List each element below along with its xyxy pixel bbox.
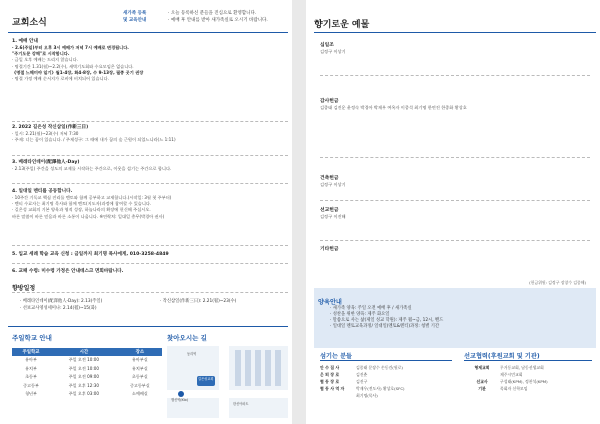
offering-name: 십일조 [320,43,334,48]
table-cell: 중고등부 [23,382,39,388]
location-map [167,346,288,418]
table-cell: 주일 오전 10:00 [68,365,99,371]
list-item: · 말씀으로 사는 삶(제일 성교 학원): 제주 월~금, 12시, 밴드 [330,318,444,324]
notice-head: 1. 예배 안내 [12,39,38,44]
table-cell: 청년부 [25,391,37,397]
table-row [12,365,162,374]
role-label [320,392,356,399]
divider [320,240,590,241]
notice-head: 2. 2022 길은성 작신삼일(作新三日) [12,125,89,130]
divider [12,245,288,246]
notice-line: · 10주간 기독교 핵심 진리를 멘토와 함께 공부하고 교제합니다.(시작일: 3월 첫 주부터) [12,195,172,200]
church-school-title: 주일학교 안내 [12,334,52,342]
role-names: 박재우(전도사) 황상호(SFC) [356,386,405,391]
notice-line: · 멘티 수료자는 최기명 목사와 함께 멘토(지도자)과정에 참여할 수 있습니다. [12,201,152,207]
notice-head: 4. 일대일 멘티를 공동합니다. [12,189,73,194]
table-row [12,373,162,382]
map-label: 한신아파트 [233,402,249,406]
notice-item-1 [12,38,288,82]
notice-head: 6. 교패 수령: 미수령 가정은 안내데스크 면회바랍니다. [12,269,124,274]
notice-line: 바른 말씀이 바른 믿음과 바른 소통이 나옵니다. ※연락처: 일대일 총무(박경아 권사) [12,213,165,219]
table-header: 주일학교 [12,348,50,356]
offering-thanks [320,98,590,158]
divider [320,75,590,76]
map-label: 동리역 [187,352,197,356]
table-cell: 중고등부실 [129,382,150,388]
offering-list: 김종태 김진운 윤정숙 박경아 박재우 여옥자 이종석 최기명 한연진 한종화 황상호 [320,105,467,110]
offerings-title: 향기로운 예물 [314,20,370,30]
notice-line: · 금일 오후 예배는 드리지 않습니다. [12,57,78,63]
supporters-title: 선교협력(후원교회 및 기관) [464,353,540,360]
map-title: 찾아오시는 길 [167,334,207,342]
table-cell: 주일 오후 12:30 [68,382,99,388]
list-item [464,371,548,378]
notice-line: · 명절 가정 예배 순서지가 로비에 비치되어 있습니다. [12,76,109,82]
offering-mission [320,207,590,241]
org-type: 선교사 [476,379,488,384]
table-cell: 유치부실 [131,365,148,371]
divider [12,183,288,184]
schedule-line: · 선보교사영성세미나: 2.14(월)~15(화) [20,306,97,311]
offering-tithe [320,42,590,76]
nurture-title: 양육안내 [318,299,342,306]
page-gutter [292,0,306,424]
right-page [306,0,600,424]
notice-line: 《명절 느헤미야 일기》월1-4장, 화4-8장, 수 9-13장, 필종 곳기 권장 [12,69,144,75]
divider [12,263,288,264]
divider [12,121,288,122]
list-item [320,371,405,378]
table-cell: 유치부 [25,365,37,371]
org-type [464,371,500,378]
divider [320,200,590,201]
newcomer-line-2: · 예배 후 안내를 받아 새가족실로 오시기 바랍니다. [168,17,268,23]
role-label: 안 수 집 사 [320,365,340,370]
church-news-title: 교회소식 [12,18,47,28]
servants-list [320,364,405,399]
schedule-box [12,292,288,320]
table-cell: 유아부실 [131,357,148,363]
offering-list: 김정구 이상기 [320,49,346,54]
header-rule [314,32,596,33]
list-item [464,385,548,392]
org-names: 구성태(KPM), 정찬석(KPM) [500,379,548,384]
offering-name: 감사헌금 [320,99,339,104]
offering-name: 건축헌금 [320,176,339,181]
map-church-label: 길은성교회 [198,377,214,381]
table-row [12,390,162,399]
org-names: 제주시민교회 [500,372,523,377]
org-type: 형제교회 [474,365,490,370]
table-cell: 유아부 [25,357,37,363]
header-rule [8,32,288,33]
notice-line: · 명절기간 1.31(월)~2.2(수), 새벽기도회와 수요모임은 없습니다. [12,63,134,69]
servants-title: 섬기는 분들 [320,353,353,360]
church-news-header [8,8,292,30]
role-names: 최기명(목사) [356,393,378,398]
notice-line: · 주제: 너는 꿈이 있습니다. / 주제성구: 그 때에 내가 꿈의 숲 근원이 되었느니라(느 1:11) [12,137,176,143]
nurture-list [330,306,443,330]
map-station-label: 행신역(Ktx) [171,398,188,402]
notice-item-2 [12,124,288,143]
notice-item-5 [12,251,288,258]
offering-committee-note: (헌금위원: 김정구 장창수 김종해) [529,280,586,285]
table-cell: 초등부 [25,374,37,380]
notice-head: 3. 베레타인데이(配澤他人-Day) [12,160,80,165]
notice-line: · 2.6(주일)부터 오후 3시 예배가 저녁 7시 예배로 변경됩니다. [12,45,129,50]
role-label: 협 동 사 역 자 [320,386,345,391]
section-rule [320,360,452,361]
map-graphic [167,346,288,418]
list-item [320,392,405,399]
list-item: · 일대일 멘토교육과정/ 일대일(멘토&멘티)과정: 청별 기간 [330,324,440,330]
offering-list: 김정구 이상기 [320,182,346,187]
table-header: 장소 [118,348,162,356]
offering-building [320,175,590,201]
newcomer-label-1: 새가족 등록 [123,11,147,16]
notice-item-4 [12,188,288,220]
org-names: 목회자 신학모임 [500,386,528,391]
notice-line: "주기도문 강해"로 시작합니다. [12,51,70,57]
list-item [320,364,405,371]
newcomer-label-2: 및 교육안내 [123,17,147,23]
table-cell: 주일 오후 03:00 [68,391,99,397]
section-rule [8,326,288,327]
divider [12,155,288,156]
newcomer-line-1: · 오늘 등록하신 분들을 진심으로 환영합니다. [168,11,257,16]
church-school-table [12,348,162,399]
notice-line: · 일시: 2.21(월)~23(수) 저녁 7:30 [12,131,79,136]
schedule-line: · 베레타인데이(配澤他人-Day): 2.13(주일) [20,299,103,304]
supporters-list [464,364,548,392]
notice-item-3 [12,159,288,172]
schedule-line: · 작신삼일(作新三日): 2.21(월)~23(수) [160,299,237,304]
notice-item-6 [12,268,288,275]
offering-list: 김정구 이진해 [320,214,346,219]
list-item: · 성찬을 위한 양육: 제주 화요일 [330,312,390,318]
schedule-title: 향방일정 [12,285,36,292]
role-label: 협 동 장 로 [320,379,340,384]
notice-line: · 길은성 교회의 기본 양육과 영적 성장, 하늘나라의 확장에 헌신해 주십시오. [12,207,151,213]
notice-line: · 2.13(주일) 주간을 성도의 교제를 시작하는 주간으로, 이웃을 섬기는 주간으로 합니다. [12,166,172,171]
table-cell: 초등부실 [131,374,148,380]
offering-name: 기타헌금 [320,247,339,252]
offering-name: 선교헌금 [320,208,339,213]
table-row [12,356,162,365]
role-names: 김종태 문장수 손동건(원로) [356,365,403,370]
org-type: 기관 [478,386,486,391]
list-item [464,378,548,385]
role-label: 은 퇴 장 로 [320,372,340,377]
table-row [12,382,162,391]
list-item [320,385,405,392]
org-names: 무거동교회, 남동선생교회 [500,365,544,370]
role-names: 김진구 [356,379,368,384]
list-item [320,378,405,385]
newcomer-box [123,11,268,24]
left-page [0,0,292,424]
notice-head: 5. 입교 세례 학습 교육 신청 : 금일까지 최기명 목사에게, 010-3258-4849 [12,252,169,257]
section-rule [464,360,592,361]
table-cell: 주일 오전 09:00 [68,374,99,380]
table-header: 시간 [50,348,118,356]
table-cell: 소예배실 [131,391,148,397]
divider [320,157,590,158]
role-names: 김진춘 [356,372,368,377]
table-cell: 주일 오전 10:00 [68,357,99,363]
offering-other [320,246,590,253]
list-item: · 새가족 양육: 주일 오전 예배 후 / 새가족실 [330,306,412,311]
list-item [464,364,548,371]
